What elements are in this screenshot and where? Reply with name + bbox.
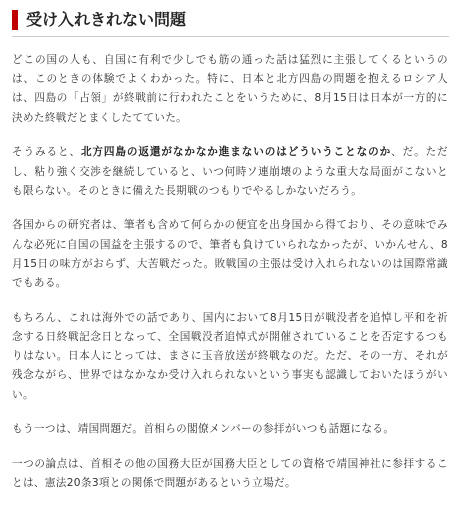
article-body: [12, 51, 448, 509]
paragraph: [12, 143, 448, 201]
paragraph: [12, 309, 448, 405]
paragraph: [12, 216, 448, 293]
paragraph-text: 各国からの研究者は、筆者も含めて何らかの便宜を出身国から得ており、その意味でみんな必死に自国の国益を主張するので、筆者も負けていられなかったが、いかんせん、8月15日の味方がおらず、大苦戦だった。敗戦国の主張は受け入れられないのは国際常識でもある。: [12, 219, 448, 290]
paragraph-text: もちろん、これは海外での話であり、国内において8月15日が戦没者を追悼し平和を祈念する日終戦記念日となって、全国戦没者追悼式が開催されていることを否定するつもりはない。日本人にとっては、まさに玉音放送が終戦なのだ。ただ、その一方、それが残念ながら、世界ではなかなか受け入れられないという事実も認識しておいたほうがいい。: [12, 311, 448, 401]
paragraph: [12, 420, 448, 439]
paragraph-text: どこの国の人も、自国に有利で少しでも筋の通った話は猛烈に主張してくるというのは、このときの体験でよくわかった。特に、日本と北方四島の問題を抱えるロシア人は、四島の「占領」が終戦前に行われたことをいうために、8月15日は日本が一方的に決めた終戦だとまくしたてていた。: [12, 54, 448, 124]
paragraph-text: 、だ。ただし、粘り強く交渉を継続していると、いつ何時ソ連崩壊のような重大な局面がこないとも限らない。そのときに備えた長期戦のつもりでやるしかないだろう。: [12, 146, 449, 197]
heading-accent-bar: [12, 10, 18, 30]
paragraph-text: そうみると、: [12, 146, 81, 159]
paragraph-text: もう一つは、靖国問題だ。首相らの閣僚メンバーの参拝がいつも話題になる。: [12, 423, 395, 436]
heading-title: 受け入れきれない問題: [26, 10, 187, 29]
section-heading: [12, 8, 449, 37]
paragraph-text: 一つの論点は、首相その他の国務大臣が国務大臣としての資格で靖国神社に参拝することは、憲法20条3項との関係で問題があるという立場だ。: [12, 457, 448, 490]
paragraph: [12, 51, 448, 128]
emphasized-text: 北方四島の返還がなかなか進まないのはどういうことなのか: [80, 146, 392, 159]
paragraph: [12, 455, 448, 493]
